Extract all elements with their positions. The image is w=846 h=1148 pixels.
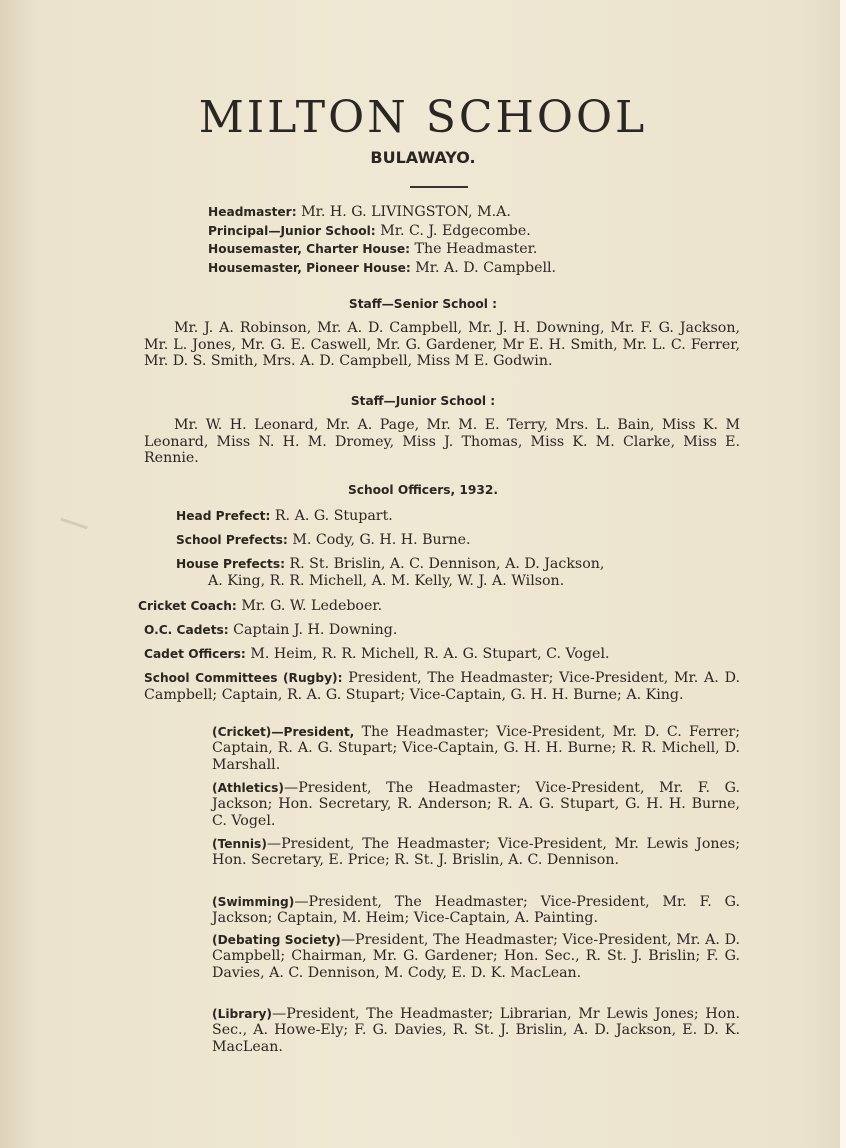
paper-mark — [60, 518, 88, 530]
officers-heading: School Officers, 1932. — [348, 483, 498, 497]
page-title: MILTON SCHOOL — [198, 92, 648, 143]
official-principal: Principal—Junior School: Mr. C. J. Edgecombe. — [208, 222, 531, 239]
house-prefects: House Prefects: R. St. Brislin, A. C. Dennison, A. D. Jackson, A. King, R. R. Michell, A. M. Kelly, W. J. A. Wilson. — [176, 556, 605, 589]
senior-staff-text: Mr. J. A. Robinson, Mr. A. D. Campbell, Mr. J. H. Downing, Mr. F. G. Jackson, Mr. L. Jones, Mr. G. E. Caswell, Mr. G. Gardener, Mr E. H. Smith, Mr. L. C. Ferrer, Mr. D. S. Smith, Mrs. A. D. Campbell, Miss M E. Godwin. — [144, 320, 740, 370]
cricket-coach: Cricket Coach: Mr. G. W. Ledeboer. — [138, 598, 383, 614]
committee-library: (Library)—President, The Headmaster; Librarian, Mr Lewis Jones; Hon. Sec., A. Howe-Ely; F. G. Davies, R. St. J. Brislin, A. D. Jackson, E. D. K. MacLean. — [212, 1006, 740, 1055]
oc-cadets: O.C. Cadets: Captain J. H. Downing. — [144, 622, 398, 638]
head-prefect: Head Prefect: R. A. G. Stupart. — [176, 508, 393, 524]
official-headmaster: Headmaster: Mr. H. G. LIVINGSTON, M.A. — [208, 204, 511, 220]
cadet-officers: Cadet Officers: M. Heim, R. R. Michell, R. A. G. Stupart, C. Vogel. — [144, 646, 610, 662]
committee-cricket: (Cricket)—President, The Headmaster; Vice-President, Mr. D. C. Ferrer; Captain, R. A. G. Stupart; Vice-Captain, G. H. H. Burne; R. R. Michell, D. Marshall. — [212, 724, 740, 773]
title-divider — [410, 186, 468, 188]
committee-rugby: School Committees (Rugby): President, The Headmaster; Vice-President, Mr. A. D. Campbell; Captain, R. A. G. Stupart; Vice-Captain, G. H. H. Burne; A. King. — [144, 670, 740, 703]
official-charter-housemaster: Housemaster, Charter House: The Headmaster. — [208, 241, 538, 258]
officials-list — [208, 203, 556, 277]
committee-tennis: (Tennis)—President, The Headmaster; Vice-President, Mr. Lewis Jones; Hon. Secretary, E. Price; R. St. J. Brislin, A. C. Dennison. — [212, 836, 740, 869]
committee-debating: (Debating Society)—President, The Headmaster; Vice-President, Mr. A. D. Campbell; Chairman, Mr. G. Gardener; Hon. Sec., R. St. J. Brislin; F. G. Davies, A. C. Dennison, M. Cody, E. D. K. MacLean. — [212, 932, 740, 981]
junior-staff-heading: Staff—Junior School : — [350, 394, 496, 408]
committee-swimming: (Swimming)—President, The Headmaster; Vice-President, Mr. F. G. Jackson; Captain, M. Heim; Vice-Captain, A. Painting. — [212, 894, 740, 927]
school-prefects: School Prefects: M. Cody, G. H. H. Burne. — [176, 532, 471, 548]
junior-staff-text: Mr. W. H. Leonard, Mr. A. Page, Mr. M. E. Terry, Mrs. L. Bain, Miss K. M Leonard, Miss N. H. M. Dromey, Miss J. Thomas, Miss K. M. Clarke, Miss E. Rennie. — [144, 417, 740, 467]
senior-staff-heading: Staff—Senior School : — [348, 297, 498, 311]
committee-athletics: (Athletics)—President, The Headmaster; Vice-President, Mr. F. G. Jackson; Hon. Secretary, R. Anderson; R. A. G. Stupart, G. H. H. Burne, C. Vogel. — [212, 780, 740, 829]
official-pioneer-housemaster: Housemaster, Pioneer House: Mr. A. D. Campbell. — [208, 259, 557, 276]
page-subtitle: BULAWAYO. — [370, 148, 476, 167]
